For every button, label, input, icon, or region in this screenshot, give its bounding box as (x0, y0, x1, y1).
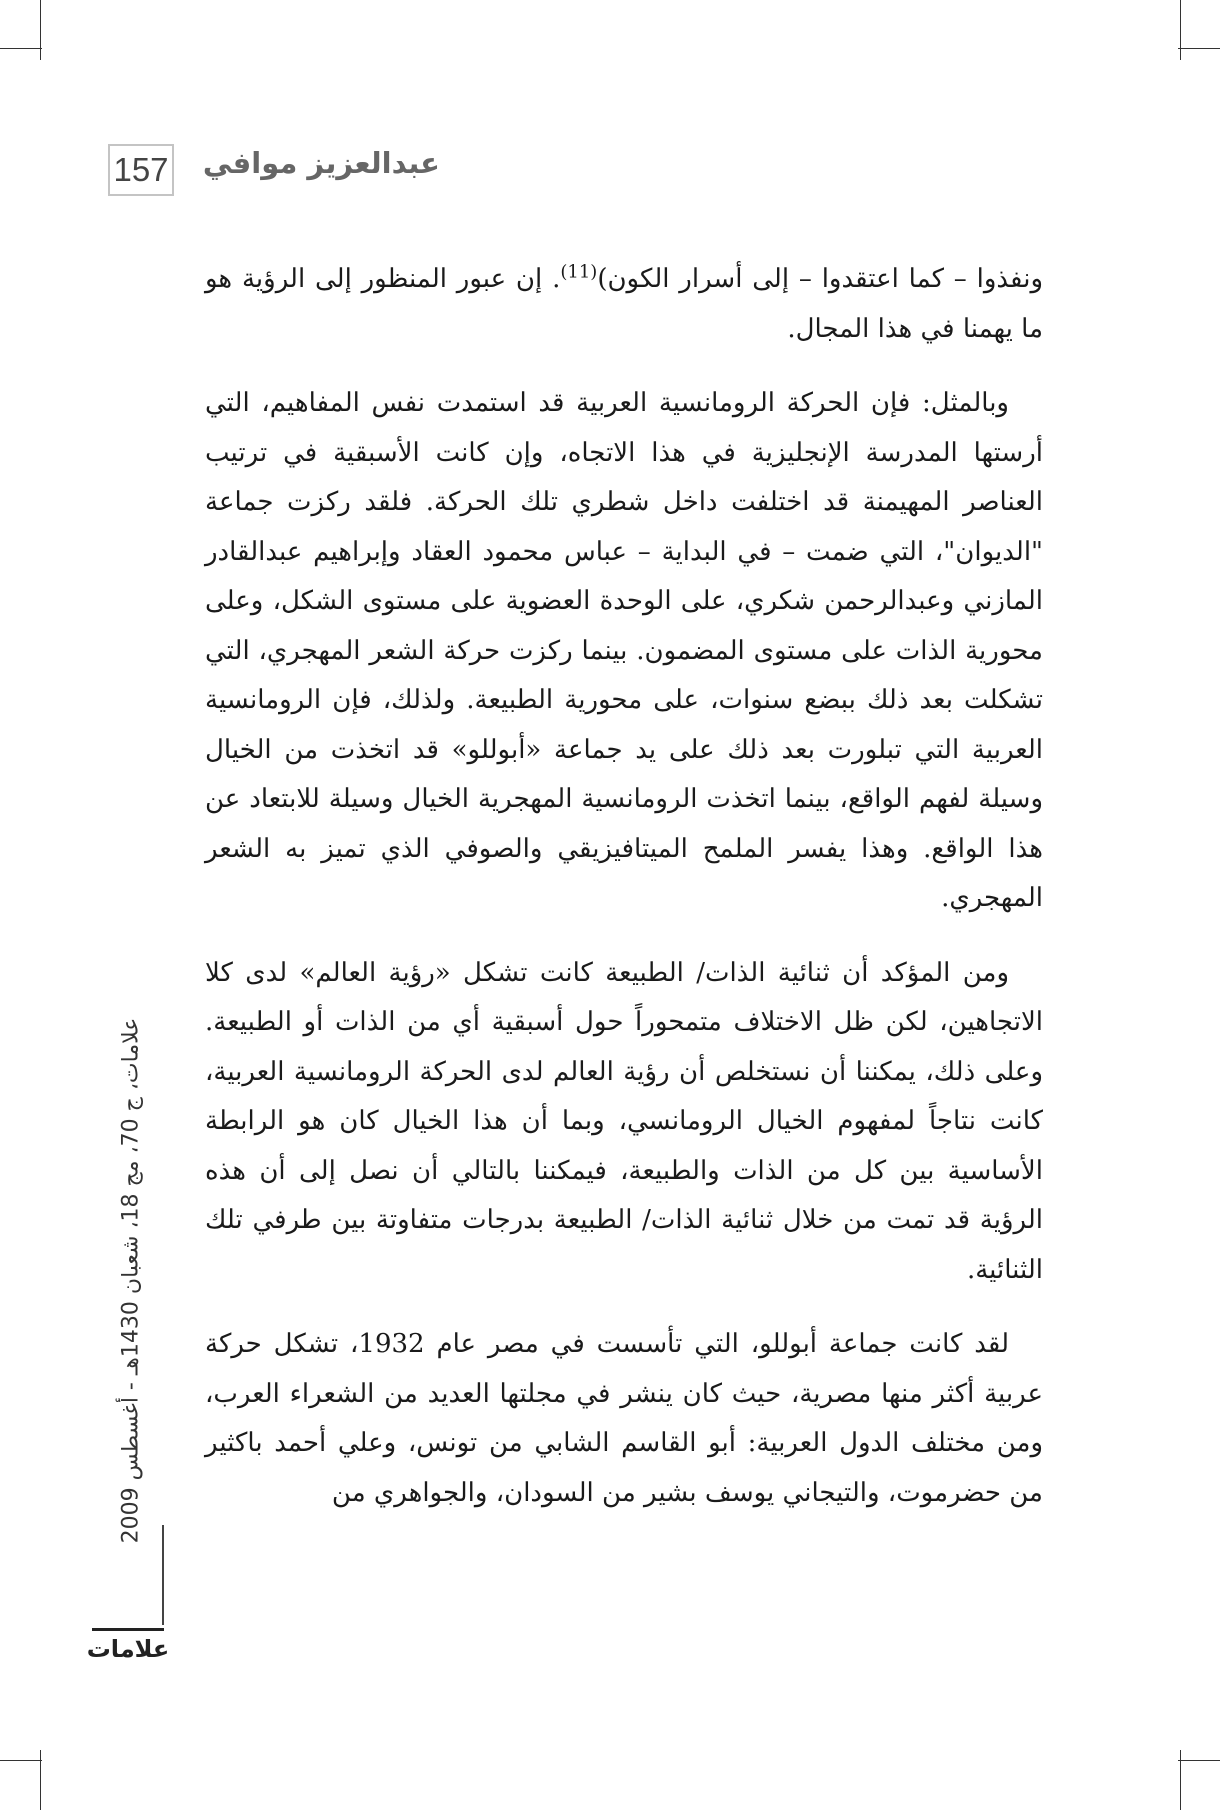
running-header-author: عبدالعزيز موافي (202, 146, 440, 180)
crop-mark (1180, 0, 1181, 60)
paragraph: لقد كانت جماعة أبوللو، التي تأسست في مصر عام 1932، تشكل حركة عربية أكثر منها مصرية، حيث كان ينشر في مجلتها العديد من الشعراء العرب، ومن مختلف الدول العربية: أبو القاسم الشابي من تونس، وعلي أحمد باكثير من حضرموت، والتيجاني يوسف بشير من السودان، والجواهري من (205, 1329, 1043, 1508)
paragraph-text: . إن عبور المنظور إلى الرؤية هو ما يهمنا في هذا المجال. (205, 264, 1043, 344)
paragraph-text: ونفذوا – كما اعتقدوا – إلى أسرار الكون) (597, 264, 1043, 294)
paragraph: ومن المؤكد أن ثنائية الذات/ الطبيعة كانت تشكل «رؤية العالم» لدى كلا الاتجاهين، لكن ظل الاختلاف متمحوراً حول أسبقية أي من الذات أو الطبيعة. وعلى ذلك، يمكننا أن نستخلص أن رؤية العالم لدى الحركة الرومانسية العربية، كانت نتاجاً لمفهوم الخيال الرومانسي، وبما أن هذا الخيال كان هو الرابطة الأساسية بين كل من الذات والطبيعة، فيمكننا بالتالي أن نصل إلى أن هذه الرؤية قد تمت من خلال ثنائية الذات/ الطبيعة بدرجات متفاوتة بين طرفي تلك الثنائية. (205, 957, 1043, 1285)
side-divider (162, 1525, 164, 1625)
paragraph (205, 255, 1043, 354)
journal-info (101, 985, 161, 1575)
crop-mark (0, 48, 42, 49)
footnote-reference[interactable]: (11) (560, 261, 598, 283)
crop-mark (1180, 1750, 1181, 1810)
journal-info-text: علامات، ج 70، مج 18، شعبان 1430هـ - أغسطس 2009 (118, 1017, 144, 1543)
crop-mark (40, 1750, 41, 1810)
journal-logo: علامات (92, 1628, 164, 1667)
crop-mark (1178, 1760, 1220, 1761)
crop-mark (0, 1760, 42, 1761)
page-number: 157 (108, 144, 174, 196)
paragraph: وبالمثل: فإن الحركة الرومانسية العربية قد استمدت نفس المفاهيم، التي أرستها المدرسة الإنجليزية في هذا الاتجاه، وإن كانت الأسبقية في ترتيب العناصر المهيمنة قد اختلفت داخل شطري تلك الحركة. فلقد ركزت جماعة "الديوان"، التي ضمت – في البداية – عباس محمود العقاد وإبراهيم عبدالقادر المازني وعبدالرحمن شكري، على الوحدة العضوية على مستوى الشكل، وعلى محورية الذات على مستوى المضمون. بينما ركزت حركة الشعر المهجري، التي تشكلت بعد ذلك ببضع سنوات، على محورية الطبيعة. ولذلك، فإن الرومانسية العربية التي تبلورت بعد ذلك على يد جماعة «أبوللو» قد اتخذت من الخيال وسيلة لفهم الواقع، بينما اتخذت الرومانسية المهجرية الخيال وسيلة للابتعاد عن هذا الواقع. وهذا يفسر الملمح الميتافيزيقي والصوفي الذي تميز به الشعر المهجري. (205, 388, 1043, 913)
article-body (205, 255, 1043, 1543)
crop-mark (40, 0, 41, 60)
crop-mark (1178, 48, 1220, 49)
